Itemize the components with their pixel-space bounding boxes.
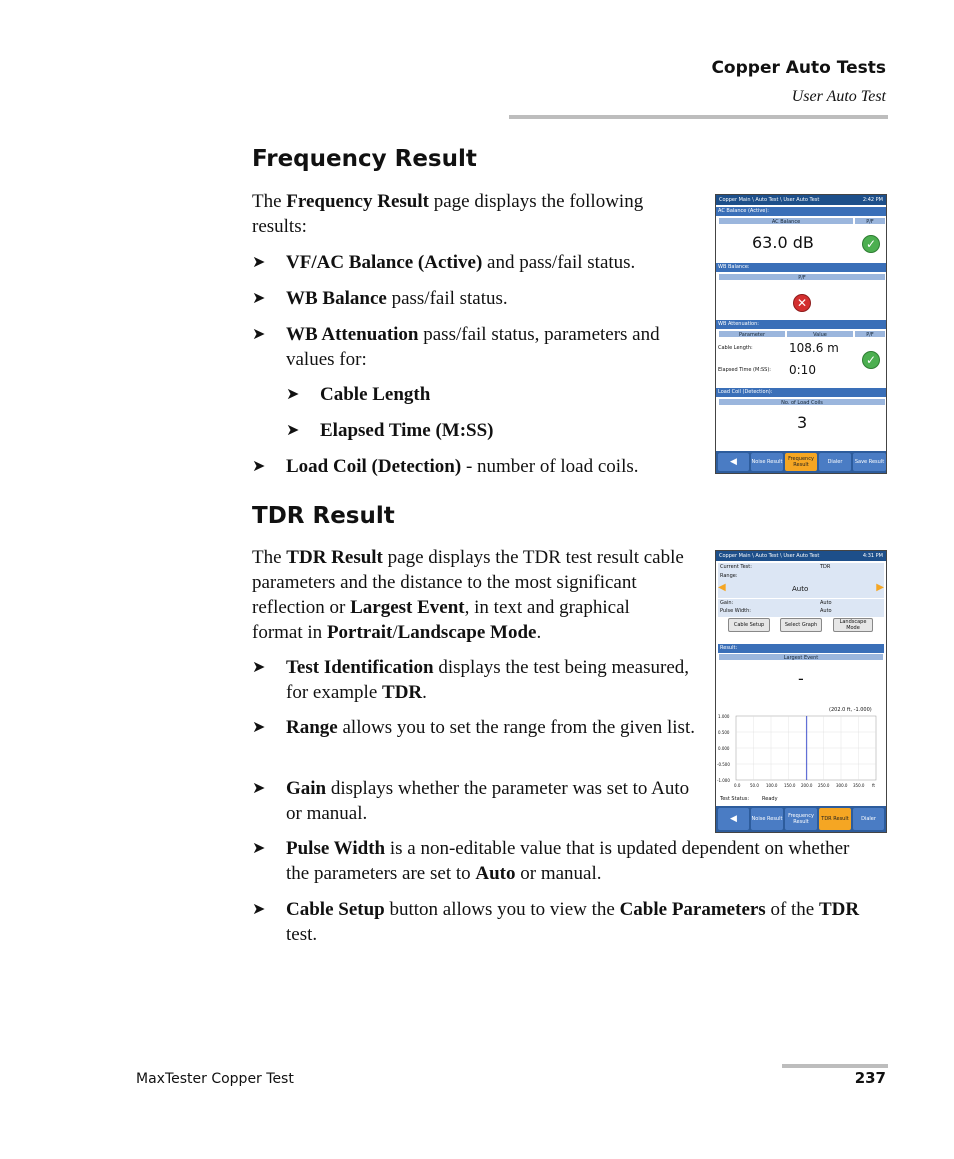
y-tick: 1.000: [718, 714, 730, 719]
arrow-bullet-icon: ➤: [252, 326, 266, 343]
arrow-bullet-icon: ➤: [252, 719, 266, 736]
frequency-result-screenshot: [715, 194, 887, 474]
arrow-bullet-icon: ➤: [252, 659, 266, 676]
subbullet-elapsed-time: ➤ Elapsed Time (M:SS): [286, 420, 494, 441]
subbullet-cable-length: ➤ Cable Length: [286, 384, 431, 405]
tdr-result-screenshot: [715, 550, 887, 833]
header-rule: [509, 115, 888, 119]
x-tick: 350.0: [853, 783, 865, 788]
pass-check-icon: ✓: [862, 235, 880, 253]
arrow-bullet-icon: ➤: [252, 840, 266, 857]
bullet-wb-attenuation: ➤ WB Attenuation pass/fail status, parameters and values for:: [252, 324, 660, 370]
bullet-cable-setup: ➤ Cable Setup button allows you to view the Cable Parameters of the TDR test.: [252, 899, 860, 945]
section-title: User Auto Test: [791, 88, 886, 105]
x-tick: 150.0: [784, 783, 796, 788]
cursor-readout: (202.0 ft, -1.000): [829, 707, 872, 713]
arrow-bullet-icon: ➤: [252, 290, 266, 307]
ac-balance-value: 63.0 dB: [752, 233, 814, 252]
load-coil-band: Load Coil (Detection):: [716, 388, 886, 397]
tab-frequency-result[interactable]: Frequency Result: [785, 453, 817, 471]
tdr-result-heading: TDR Result: [252, 503, 395, 529]
current-test-value: TDR: [820, 564, 831, 570]
load-coil-value: 3: [797, 413, 808, 432]
frequency-intro: The Frequency Result page displays the following results:: [252, 191, 644, 237]
x-tick: 0.0: [734, 783, 741, 788]
x-tick: 200.0: [801, 783, 813, 788]
load-coil-column: No. of Load Coils: [718, 398, 886, 406]
back-arrow-icon[interactable]: ◀: [718, 808, 749, 830]
pf-column: P/F: [854, 217, 886, 225]
tab-frequency-result[interactable]: Frequency Result: [785, 808, 817, 830]
cable-length-value: 108.6 m: [789, 341, 839, 355]
arrow-bullet-icon: ➤: [252, 780, 266, 797]
x-tick: 50.0: [750, 783, 759, 788]
tab-save-result[interactable]: Save Result: [853, 453, 886, 471]
frequency-result-heading: Frequency Result: [252, 146, 477, 172]
test-status-label: Test Status:: [720, 796, 750, 802]
device-title-bar: Copper Main \ Auto Test \ User Auto Test 2:42 PM: [716, 195, 886, 205]
x-tick: 100.0: [766, 783, 778, 788]
tdr-trace-graph[interactable]: [716, 711, 886, 791]
ac-balance-column: AC Balance: [718, 217, 854, 225]
wb-balance-band: WB Balance:: [716, 263, 886, 272]
arrow-bullet-icon: ➤: [286, 386, 300, 403]
elapsed-time-value: 0:10: [789, 363, 816, 377]
tdr-intro: The TDR Result page displays the TDR test result cable parameters and the distance to the most significant reflection or Largest Event, in text and graphical format in Portrait/Landscape Mode.: [252, 547, 684, 643]
current-test-row: [718, 563, 884, 572]
largest-event-value: -: [798, 669, 804, 688]
current-test-label: Current Test:: [720, 564, 752, 570]
cable-length-label: Cable Length:: [718, 345, 753, 351]
gain-label: Gain:: [720, 600, 734, 606]
tab-dialer[interactable]: Dialer: [853, 808, 884, 830]
arrow-bullet-icon: ➤: [252, 901, 266, 918]
x-tick: 300.0: [836, 783, 848, 788]
bullet-vf-ac-balance: ➤ VF/AC Balance (Active) and pass/fail status.: [252, 252, 636, 273]
range-label: Range:: [720, 573, 738, 579]
select-graph-button[interactable]: Select Graph: [780, 618, 822, 632]
pulse-width-label: Pulse Width:: [720, 608, 751, 614]
ac-balance-band: AC Balance (Active):: [716, 207, 886, 216]
bullet-wb-balance: ➤ WB Balance pass/fail status.: [252, 288, 508, 309]
wb-attenuation-band: WB Attenuation:: [716, 320, 886, 329]
result-band: Result:: [718, 644, 884, 653]
test-status-value: Ready: [762, 796, 778, 802]
arrow-bullet-icon: ➤: [252, 458, 266, 475]
pulse-width-value: Auto: [820, 608, 832, 614]
elapsed-time-label: Elapsed Time (M:SS):: [718, 367, 771, 373]
device-title-bar: Copper Main \ Auto Test \ User Auto Test 4:31 PM: [716, 551, 886, 561]
page-number: 237: [854, 1069, 886, 1087]
landscape-mode-button[interactable]: Landscape Mode: [833, 618, 873, 632]
gain-value: Auto: [820, 600, 832, 606]
bullet-pulse-width: ➤ Pulse Width is a non-editable value that is updated dependent on whether the parameters are set to Auto or manual.: [252, 838, 850, 884]
bullet-range: ➤ Range allows you to set the range from the given list.: [252, 717, 695, 738]
att-pf-column: P/F: [854, 330, 886, 338]
x-tick: 250.0: [818, 783, 830, 788]
chapter-title: Copper Auto Tests: [711, 58, 886, 78]
bullet-load-coil: ➤ Load Coil (Detection) - number of load coils.: [252, 456, 639, 477]
back-arrow-icon[interactable]: ◀: [718, 453, 749, 471]
range-next-icon[interactable]: ▶: [876, 582, 884, 593]
fail-x-icon: ✕: [793, 294, 811, 312]
largest-event-column: Largest Event: [718, 653, 884, 661]
cable-setup-button[interactable]: Cable Setup: [728, 618, 770, 632]
footer-doc-title: MaxTester Copper Test: [136, 1071, 294, 1087]
footer-rule: [782, 1064, 888, 1068]
y-tick: -1.000: [717, 778, 730, 783]
gain-pulse-row: [718, 599, 884, 617]
x-tick: ft: [872, 783, 875, 788]
tab-tdr-result[interactable]: TDR Result: [819, 808, 851, 830]
arrow-bullet-icon: ➤: [252, 254, 266, 271]
tab-noise-result[interactable]: Noise Result: [751, 808, 783, 830]
tab-noise-result[interactable]: Noise Result: [751, 453, 783, 471]
value-column: Value: [786, 330, 854, 338]
bullet-gain: ➤ Gain displays whether the parameter was set to Auto or manual.: [252, 778, 690, 824]
y-tick: 0.500: [718, 730, 730, 735]
parameter-column: Parameter: [718, 330, 786, 338]
range-prev-icon[interactable]: ◀: [718, 582, 726, 593]
arrow-bullet-icon: ➤: [286, 422, 300, 439]
device-tab-bar: [716, 806, 886, 832]
y-tick: -0.500: [717, 762, 730, 767]
tab-dialer[interactable]: Dialer: [819, 453, 851, 471]
range-value[interactable]: Auto: [792, 585, 809, 593]
wb-pf-column: P/F: [718, 273, 886, 281]
device-tab-bar: [716, 451, 886, 473]
y-tick: 0.000: [718, 746, 730, 751]
pass-check-icon: ✓: [862, 351, 880, 369]
bullet-test-identification: ➤ Test Identification displays the test being measured, for example TDR.: [252, 657, 690, 703]
range-row: [718, 572, 884, 598]
